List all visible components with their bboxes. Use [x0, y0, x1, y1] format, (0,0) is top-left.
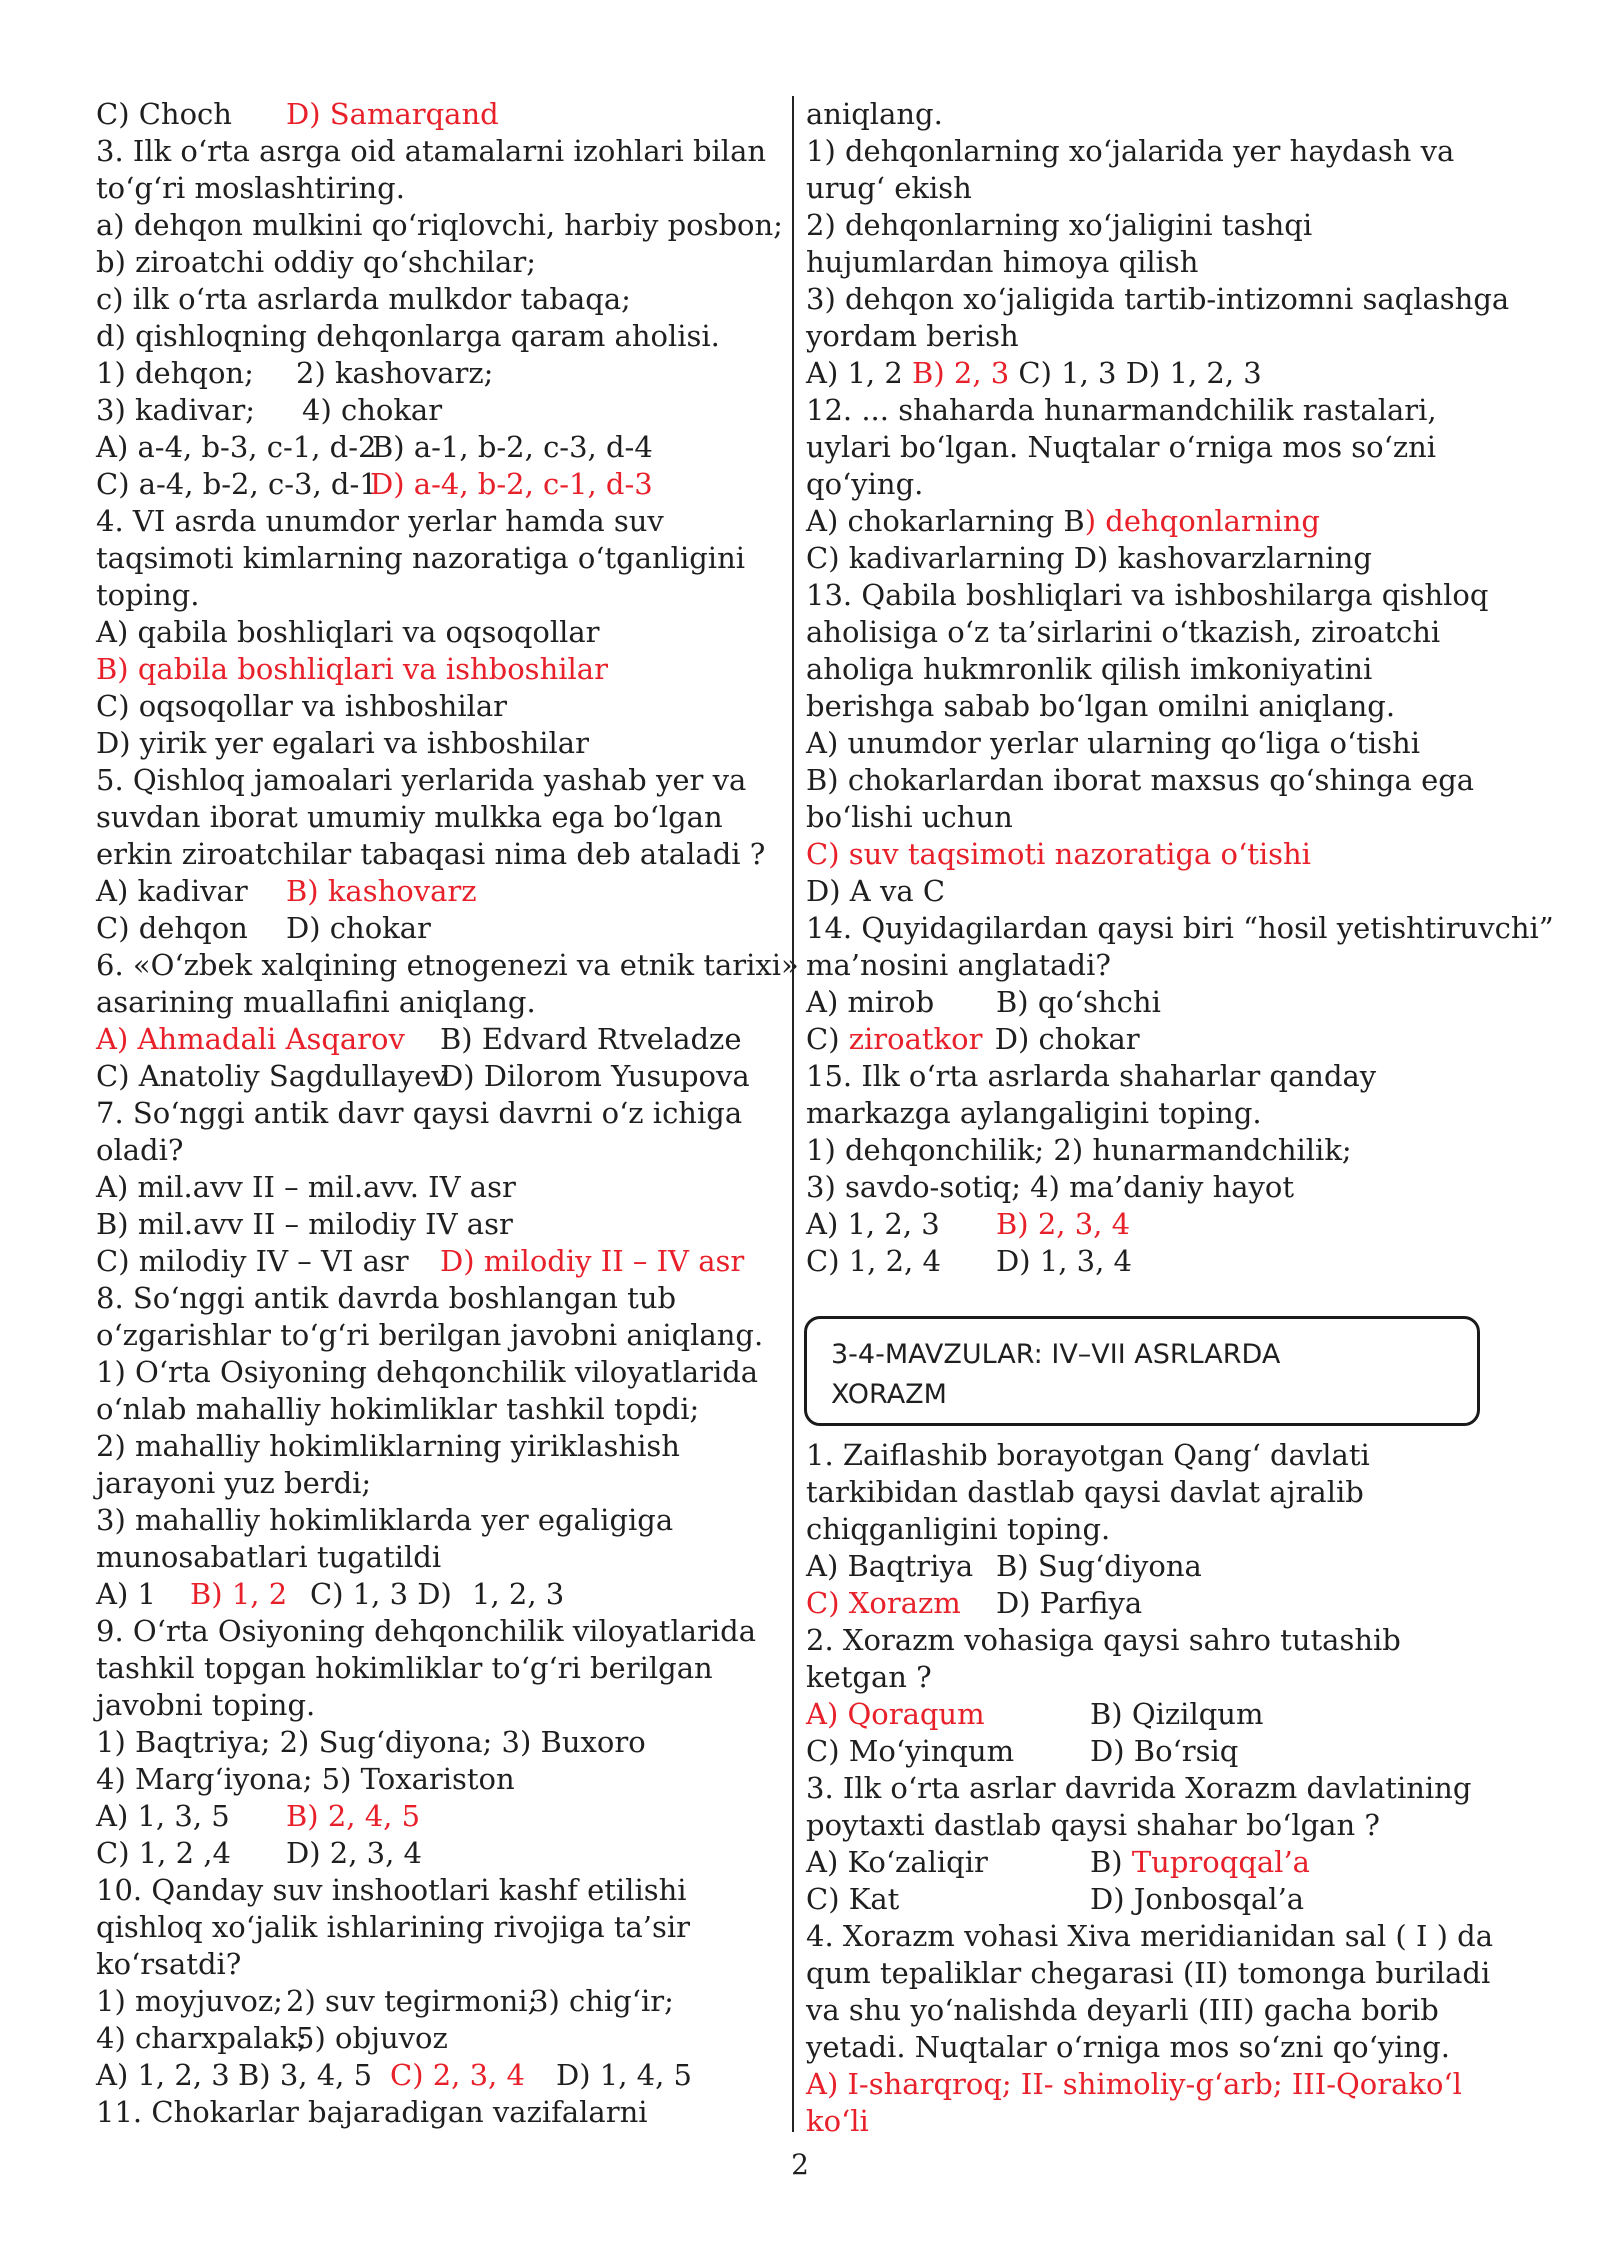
text-segment: 8. So‘nggi antik davrda boshlangan tub	[96, 1281, 677, 1315]
text-segment: 5. Qishloq jamoalari yerlarida yashab yer va	[96, 763, 747, 797]
text-line	[806, 1807, 1493, 1844]
text-line	[806, 207, 1516, 244]
text-segment: o‘nlab mahalliy hokimliklar tashkil topdi;	[96, 1392, 700, 1426]
text-line	[806, 1585, 1493, 1622]
text-segment: C) Kat	[806, 1882, 900, 1916]
text-line	[806, 799, 1516, 836]
text-line	[96, 281, 766, 318]
text-line	[96, 1502, 766, 1539]
text-segment: 2. Xorazm vohasiga qaysi sahro tutashib	[806, 1623, 1401, 1657]
text-line	[806, 1058, 1516, 1095]
text-line	[96, 1983, 766, 2020]
text-line	[806, 651, 1516, 688]
answer-highlight: A) I-sharqroq; II- shimoliy-g‘arb; III-Qorako‘l	[806, 2067, 1462, 2101]
answer-highlight: B) 1, 2	[190, 1577, 288, 1611]
text-line	[806, 1955, 1493, 1992]
text-line	[806, 2103, 1493, 2140]
text-segment: B)	[1090, 1845, 1132, 1879]
text-line	[96, 318, 766, 355]
text-segment: B) Qizilqum	[1090, 1697, 1264, 1731]
text-segment: C) oqsoqollar va ishboshilar	[96, 689, 508, 723]
text-line	[806, 688, 1516, 725]
page-number: 2	[791, 2148, 809, 2181]
text-segment: D) 2, 3, 4	[286, 1836, 423, 1870]
text-line	[96, 540, 766, 577]
text-segment: A) 1, 3, 5	[96, 1799, 230, 1833]
text-line	[806, 466, 1516, 503]
text-segment: asarining muallafini aniqlang.	[96, 985, 536, 1019]
text-segment: 1. Zaiflashib borayotgan Qang‘ davlati	[806, 1438, 1370, 1472]
text-line	[96, 355, 766, 392]
text-segment: ko‘rsatdi?	[96, 1947, 242, 1981]
section-heading-line-1: 3-4-MAVZULAR: IV–VII ASRLARDA	[831, 1339, 1281, 1370]
text-line	[806, 614, 1516, 651]
text-segment: 2) suv tegirmoni;	[286, 1984, 538, 2018]
text-segment: D) 1, 3, 4	[996, 1244, 1133, 1278]
text-segment: B) chokarlardan iborat maxsus qo‘shinga ega	[806, 763, 1475, 797]
text-line	[96, 170, 766, 207]
text-segment: 4) charxpalak;	[96, 2021, 308, 2055]
text-segment: B) Edvard Rtveladze	[440, 1022, 742, 1056]
text-line	[806, 1511, 1493, 1548]
text-segment: 1) moyjuvoz;	[96, 1984, 283, 2018]
text-line	[96, 1613, 766, 1650]
text-line	[96, 244, 766, 281]
text-line	[96, 1280, 766, 1317]
text-segment: jarayoni yuz berdi;	[96, 1466, 372, 1500]
text-segment: 4. VI asrda unumdor yerlar hamda suv	[96, 504, 664, 538]
answer-highlight: D) milodiy II – IV asr	[440, 1244, 745, 1278]
text-line	[96, 1835, 766, 1872]
text-segment: C) a-4, b-2, c-3, d-1	[96, 467, 378, 501]
text-segment: A) kadivar	[96, 874, 248, 908]
text-segment: munosabatlari tugatildi	[96, 1540, 442, 1574]
text-segment: B) 3, 4, 5	[238, 2058, 373, 2092]
text-line	[96, 1058, 766, 1095]
text-segment: D) chokar	[994, 1022, 1140, 1056]
text-line	[96, 1761, 766, 1798]
text-line	[96, 207, 783, 244]
section-heading-line-2: XORAZM	[831, 1379, 947, 1410]
text-segment: 7. So‘nggi antik davr qaysi davrni o‘z ichiga	[96, 1096, 743, 1130]
text-segment: 15. Ilk o‘rta asrlarda shaharlar qanday	[806, 1059, 1377, 1093]
answer-highlight: B) kashovarz	[286, 874, 477, 908]
text-line	[806, 1021, 1516, 1058]
text-line	[806, 762, 1516, 799]
text-line	[96, 577, 766, 614]
text-segment: markazga aylangaligini toping.	[806, 1096, 1262, 1130]
text-line	[806, 2029, 1493, 2066]
text-segment: a) dehqon mulkini qo‘riqlovchi, harbiy posbon;	[96, 208, 783, 242]
text-segment: poytaxti dastlab qaysi shahar bo‘lgan ?	[806, 1808, 1380, 1842]
text-segment: to‘g‘ri moslashtiring.	[96, 171, 405, 205]
text-line	[806, 1474, 1493, 1511]
text-segment: 3) mahalliy hokimliklarda yer egaligiga	[96, 1503, 674, 1537]
text-line	[96, 2094, 766, 2131]
text-segment: aholisiga o‘z ta’sirlarini o‘tkazish, ziroatchi	[806, 615, 1441, 649]
text-line	[96, 947, 799, 984]
text-segment: 3) dehqon xo‘jaligida tartib-intizomni saqlashga	[806, 282, 1510, 316]
text-line	[96, 96, 766, 133]
text-line	[806, 1206, 1516, 1243]
text-segment: bo‘lishi uchun	[806, 800, 1013, 834]
text-line	[806, 1437, 1493, 1474]
text-segment: B) Sug‘diyona	[996, 1549, 1202, 1583]
text-segment: ketgan ?	[806, 1660, 932, 1694]
text-segment: C) kadivarlarning D) kashovarzlarning	[806, 541, 1372, 575]
text-segment: A) Baqtriya	[806, 1549, 974, 1583]
text-segment: qum tepaliklar chegarasi (II) tomonga buriladi	[806, 1956, 1491, 1990]
answer-highlight: Tuproqqal’a	[1131, 1845, 1310, 1879]
text-segment: taqsimoti kimlarning nazoratiga o‘tganligini	[96, 541, 746, 575]
answer-highlight: A) Ahmadali Asqarov	[96, 1022, 405, 1056]
text-line	[96, 2057, 766, 2094]
text-line	[96, 1798, 766, 1835]
text-line	[96, 1576, 766, 1613]
text-line	[96, 688, 766, 725]
text-segment: c) ilk o‘rta asrlarda mulkdor tabaqa;	[96, 282, 631, 316]
text-line	[806, 947, 1516, 984]
text-line	[806, 984, 1516, 1021]
right-column-bottom	[806, 1437, 1493, 2140]
text-segment: qo‘ying.	[806, 467, 924, 501]
text-segment: A) 1	[96, 1577, 156, 1611]
text-segment: javobni toping.	[96, 1688, 316, 1722]
answer-highlight: C) Xorazm	[806, 1586, 961, 1620]
text-segment: uylari bo‘lgan. Nuqtalar o‘rniga mos so‘zni	[806, 430, 1437, 464]
answer-highlight: C) 2, 3, 4	[390, 2058, 525, 2092]
text-segment: C) Mo‘yinqum	[806, 1734, 1015, 1768]
text-line	[96, 984, 766, 1021]
text-segment: A) mirob	[806, 985, 935, 1019]
text-segment: 4) chokar	[302, 393, 443, 427]
answer-highlight: B) 2, 3	[912, 356, 1010, 390]
text-line	[96, 466, 766, 503]
text-line	[96, 1169, 766, 1206]
text-line	[806, 1918, 1493, 1955]
text-line	[96, 1243, 766, 1280]
text-segment: aholiga hukmronlik qilish imkoniyatini	[806, 652, 1373, 686]
text-line	[806, 133, 1516, 170]
text-line	[96, 1391, 766, 1428]
text-segment: 5) objuvoz	[296, 2021, 448, 2055]
text-segment: 10. Qanday suv inshootlari kashf etilishi	[96, 1873, 687, 1907]
text-segment: chiqganligini toping.	[806, 1512, 1111, 1546]
text-segment: 1) dehqonlarning xo‘jalarida yer haydash va	[806, 134, 1455, 168]
text-segment: 3. Ilk o‘rta asrga oid atamalarni izohlari bilan	[96, 134, 767, 168]
text-line	[96, 1465, 766, 1502]
text-line	[806, 1095, 1516, 1132]
text-line	[806, 355, 1516, 392]
text-segment: tashkil topgan hokimliklar to‘g‘ri berilgan	[96, 1651, 713, 1685]
text-segment: D) Bo‘rsiq	[1090, 1734, 1239, 1768]
text-segment: berishga sabab bo‘lgan omilni aniqlang.	[806, 689, 1396, 723]
answer-highlight: ko‘li	[806, 2104, 869, 2138]
text-segment: toping.	[96, 578, 200, 612]
text-segment: 11. Chokarlar bajaradigan vazifalarni	[96, 2095, 648, 2129]
text-segment: 2) dehqonlarning xo‘jaligini tashqi	[806, 208, 1313, 242]
text-segment: hujumlardan himoya qilish	[806, 245, 1199, 279]
text-segment: D) A va C	[806, 874, 946, 908]
section-heading-box	[804, 1316, 1480, 1426]
text-line	[806, 1696, 1493, 1733]
text-segment: B) a-1, b-2, c-3, d-4	[372, 430, 653, 464]
text-line	[96, 1872, 766, 1909]
column-divider	[792, 96, 794, 2132]
text-segment: aniqlang.	[806, 97, 943, 131]
text-line	[96, 503, 766, 540]
text-segment: A) unumdor yerlar ularning qo‘liga o‘tishi	[806, 726, 1420, 760]
text-line	[806, 836, 1516, 873]
text-segment: A) 1, 2, 3	[806, 1207, 940, 1241]
text-line	[806, 244, 1516, 281]
text-line	[96, 2020, 766, 2057]
text-line	[806, 577, 1516, 614]
text-segment: A) a-4, b-3, c-1, d-2	[96, 430, 377, 464]
text-segment: C)	[806, 1022, 849, 1056]
text-line	[806, 873, 1516, 910]
text-segment: yordam berish	[806, 319, 1019, 353]
text-segment: 4) Marg‘iyona; 5) Toxariston	[96, 1762, 515, 1796]
text-segment: 6. «O‘zbek xalqining etnogenezi va etnik tarixi»	[96, 948, 799, 982]
text-line	[96, 1909, 766, 1946]
text-segment: A) 1, 2, 3	[96, 2058, 230, 2092]
text-segment: C) 1, 2, 4	[806, 1244, 941, 1278]
text-line	[96, 799, 766, 836]
text-line	[806, 725, 1516, 762]
text-line	[96, 1539, 766, 1576]
text-segment: 12. ... shaharda hunarmandchilik rastalari,	[806, 393, 1437, 427]
text-line	[96, 614, 766, 651]
text-segment: yetadi. Nuqtalar o‘rniga mos so‘zni qo‘ying.	[806, 2030, 1450, 2064]
text-segment: 3. Ilk o‘rta asrlar davrida Xorazm davlatining	[806, 1771, 1472, 1805]
answer-highlight: A) Qoraqum	[806, 1697, 985, 1731]
answer-highlight: D) a-4, b-2, c-1, d-3	[370, 467, 653, 501]
answer-highlight: ziroatkor	[848, 1022, 983, 1056]
text-segment: B) qo‘shchi	[996, 985, 1161, 1019]
text-line	[96, 429, 766, 466]
answer-highlight: C) suv taqsimoti nazoratiga o‘tishi	[806, 837, 1311, 871]
text-line	[96, 1428, 766, 1465]
text-line	[96, 1206, 766, 1243]
text-line	[806, 1548, 1493, 1585]
answer-highlight: B) qabila boshliqlari va ishboshilar	[96, 652, 608, 686]
answer-highlight: B) 2, 3, 4	[996, 1207, 1131, 1241]
text-line	[96, 133, 766, 170]
text-line	[806, 392, 1516, 429]
text-segment: D) Dilorom Yusupova	[440, 1059, 750, 1093]
answer-highlight: D) Samarqand	[286, 97, 499, 131]
text-segment: C) 1, 3 D)	[310, 1577, 452, 1611]
text-segment: 1, 2, 3	[472, 1577, 565, 1611]
text-segment: erkin ziroatchilar tabaqasi nima deb ataladi ?	[96, 837, 766, 871]
text-line	[96, 1095, 766, 1132]
text-segment: b) ziroatchi oddiy qo‘shchilar;	[96, 245, 536, 279]
text-segment: 1) O‘rta Osiyoning dehqonchilik viloyatlarida	[96, 1355, 759, 1389]
text-segment: A) chokarlarning B	[806, 504, 1085, 538]
text-segment: 9. O‘rta Osiyoning dehqonchilik viloyatlarida	[96, 1614, 757, 1648]
text-line	[96, 873, 766, 910]
text-segment: 14. Quyidagilardan qaysi biri “hosil yetishtiruvchi”	[806, 911, 1554, 945]
text-line	[806, 1132, 1516, 1169]
left-column	[96, 96, 799, 2131]
text-segment: va shu yo‘nalishda deyarli (III) gacha borib	[806, 1993, 1439, 2027]
text-line	[806, 318, 1516, 355]
text-line	[96, 1354, 766, 1391]
text-line	[806, 1243, 1516, 1280]
text-line	[806, 281, 1516, 318]
text-line	[806, 1992, 1493, 2029]
text-segment: A) qabila boshliqlari va oqsoqollar	[96, 615, 600, 649]
text-line	[806, 1733, 1493, 1770]
text-segment: d) qishloqning dehqonlarga qaram aholisi.	[96, 319, 720, 353]
text-segment: D) yirik yer egalari va ishboshilar	[96, 726, 589, 760]
text-segment: C) 1, 2 ,4	[96, 1836, 231, 1870]
text-line	[806, 2066, 1493, 2103]
text-segment: urug‘ ekish	[806, 171, 972, 205]
text-line	[806, 540, 1516, 577]
text-line	[96, 725, 766, 762]
text-segment: D) 1, 4, 5	[556, 2058, 693, 2092]
text-line	[806, 96, 1516, 133]
text-line	[806, 1770, 1493, 1807]
text-line	[806, 429, 1516, 466]
text-segment: qishloq xo‘jalik ishlarining rivojiga ta’sir	[96, 1910, 691, 1944]
text-line	[96, 1650, 766, 1687]
text-segment: B) mil.avv II – milodiy IV asr	[96, 1207, 513, 1241]
text-line	[96, 1724, 766, 1761]
text-segment: C) 1, 3 D) 1, 2, 3	[1009, 356, 1262, 390]
text-line	[806, 1622, 1493, 1659]
text-line	[96, 651, 766, 688]
text-segment: 1) dehqon;	[96, 356, 254, 390]
text-line	[96, 1132, 766, 1169]
text-segment: A) 1, 2	[806, 356, 913, 390]
text-line	[96, 836, 766, 873]
answer-highlight: B) 2, 4, 5	[286, 1799, 421, 1833]
text-segment: C) milodiy IV – VI asr	[96, 1244, 409, 1278]
text-segment: D) chokar	[286, 911, 431, 945]
text-segment: 13. Qabila boshliqlari va ishboshilarga qishloq	[806, 578, 1489, 612]
text-segment: 3) kadivar;	[96, 393, 255, 427]
text-segment: D) Parfiya	[996, 1586, 1143, 1620]
text-line	[806, 1844, 1493, 1881]
text-line	[806, 1659, 1493, 1696]
text-segment: C) Choch	[96, 97, 232, 131]
text-line	[806, 1881, 1493, 1918]
text-segment: 2) mahalliy hokimliklarning yiriklashish	[96, 1429, 680, 1463]
text-segment: A) Ko‘zaliqir	[806, 1845, 988, 1879]
text-line	[96, 1687, 766, 1724]
text-line	[806, 170, 1516, 207]
text-line	[96, 762, 766, 799]
text-segment: D) Jonbosqal’a	[1090, 1882, 1305, 1916]
text-line	[806, 503, 1516, 540]
text-line	[96, 1021, 766, 1058]
text-segment: 4. Xorazm vohasi Xiva meridianidan sal ( I ) da	[806, 1919, 1494, 1953]
text-segment: o‘zgarishlar to‘g‘ri berilgan javobni aniqlang.	[96, 1318, 764, 1352]
right-column-top	[806, 96, 1554, 1280]
text-line	[806, 910, 1554, 947]
text-line	[806, 1169, 1516, 1206]
text-segment: oladi?	[96, 1133, 184, 1167]
text-line	[96, 1317, 766, 1354]
text-segment: 2) kashovarz;	[296, 356, 494, 390]
text-line	[96, 910, 766, 947]
text-segment: 1) dehqonchilik; 2) hunarmandchilik;	[806, 1133, 1352, 1167]
text-segment: suvdan iborat umumiy mulkka ega bo‘lgan	[96, 800, 723, 834]
text-segment: ma’nosini anglatadi?	[806, 948, 1111, 982]
answer-highlight: ) dehqonlarning	[1084, 504, 1320, 538]
text-segment: C) Anatoliy Sagdullayev	[96, 1059, 448, 1093]
text-segment: 3) savdo-sotiq; 4) ma’daniy hayot	[806, 1170, 1295, 1204]
text-segment: A) mil.avv II – mil.avv. IV asr	[96, 1170, 516, 1204]
text-line	[96, 392, 766, 429]
text-segment: C) dehqon	[96, 911, 248, 945]
text-segment: 1) Baqtriya; 2) Sug‘diyona; 3) Buxoro	[96, 1725, 646, 1759]
text-segment: 3) chig‘ir;	[530, 1984, 674, 2018]
text-segment: tarkibidan dastlab qaysi davlat ajralib	[806, 1475, 1364, 1509]
text-line	[96, 1946, 766, 1983]
